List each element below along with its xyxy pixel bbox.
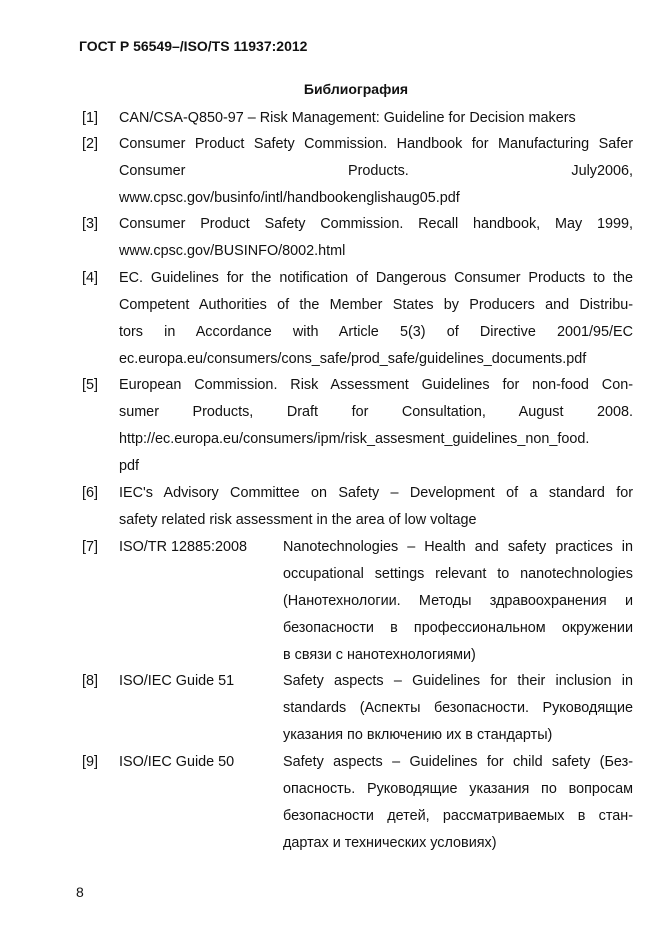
reference-number: [1] xyxy=(82,110,98,126)
reference-line: безопасности в профессиональном окружении xyxy=(283,620,633,636)
reference-code: ISO/IEC Guide 50 xyxy=(119,754,235,770)
reference-number: [9] xyxy=(82,754,98,770)
reference-line: sumer Products, Draft for Consultation, August 2008. xyxy=(119,404,633,420)
reference-number: [6] xyxy=(82,485,98,501)
reference-code: ISO/TR 12885:2008 xyxy=(119,539,247,555)
reference-line: безопасности детей, рассматриваемых в стан- xyxy=(283,808,633,824)
reference-number: [5] xyxy=(82,377,98,393)
reference-line: Nanotechnologies – Health and safety practices in xyxy=(283,539,633,555)
reference-line: IEC's Advisory Committee on Safety – Development of a standard for xyxy=(119,485,633,501)
document-header: ГОСТ Р 56549–/ISO/TS 11937:2012 xyxy=(79,38,308,54)
reference-line: EC. Guidelines for the notification of Dangerous Consumer Products to the xyxy=(119,270,633,286)
page-number: 8 xyxy=(76,884,84,900)
reference-line: http://ec.europa.eu/consumers/ipm/risk_assesment_guidelines_non_food. xyxy=(119,431,590,447)
reference-line: standards (Аспекты безопасности. Руководящие xyxy=(283,700,633,716)
reference-line: Safety aspects – Guidelines for their inclusion in xyxy=(283,673,633,689)
reference-line: дартах и технических условиях) xyxy=(283,835,497,851)
reference-line: (Нанотехнологии. Методы здравоохранения и xyxy=(283,593,633,609)
reference-line: опасность. Руководящие указания по вопросам xyxy=(283,781,633,797)
reference-line: указания по включению их в стандарты) xyxy=(283,727,553,743)
section-title: Библиография xyxy=(303,81,409,97)
reference-number: [7] xyxy=(82,539,98,555)
reference-number: [8] xyxy=(82,673,98,689)
reference-code: ISO/IEC Guide 51 xyxy=(119,673,235,689)
reference-line: safety related risk assessment in the area of low voltage xyxy=(119,512,477,528)
reference-line: tors in Accordance with Article 5(3) of Directive 2001/95/EC xyxy=(119,324,633,340)
reference-line: www.cpsc.gov/businfo/intl/handbookenglishaug05.pdf xyxy=(119,190,460,206)
reference-line: Consumer Products. July2006, xyxy=(119,163,633,179)
reference-number: [4] xyxy=(82,270,98,286)
reference-line: www.cpsc.gov/BUSINFO/8002.html xyxy=(119,243,346,259)
reference-line: ec.europa.eu/consumers/cons_safe/prod_safe/guidelines_documents.pdf xyxy=(119,351,587,367)
reference-line: Competent Authorities of the Member States by Producers and Distribu- xyxy=(119,297,633,313)
reference-line: European Commission. Risk Assessment Guidelines for non-food Con- xyxy=(119,377,633,393)
reference-number: [2] xyxy=(82,136,98,152)
reference-line: Consumer Product Safety Commission. Handbook for Manufacturing Safer xyxy=(119,136,633,152)
reference-number: [3] xyxy=(82,216,98,232)
reference-line: CAN/CSA-Q850-97 – Risk Management: Guideline for Decision makers xyxy=(119,110,576,126)
reference-line: occupational settings relevant to nanotechnologies xyxy=(283,566,633,582)
reference-line: Consumer Product Safety Commission. Recall handbook, May 1999, xyxy=(119,216,633,232)
reference-line: в связи с нанотехнологиями) xyxy=(283,647,476,663)
reference-line: Safety aspects – Guidelines for child safety (Без- xyxy=(283,754,633,770)
reference-line: pdf xyxy=(119,458,140,474)
